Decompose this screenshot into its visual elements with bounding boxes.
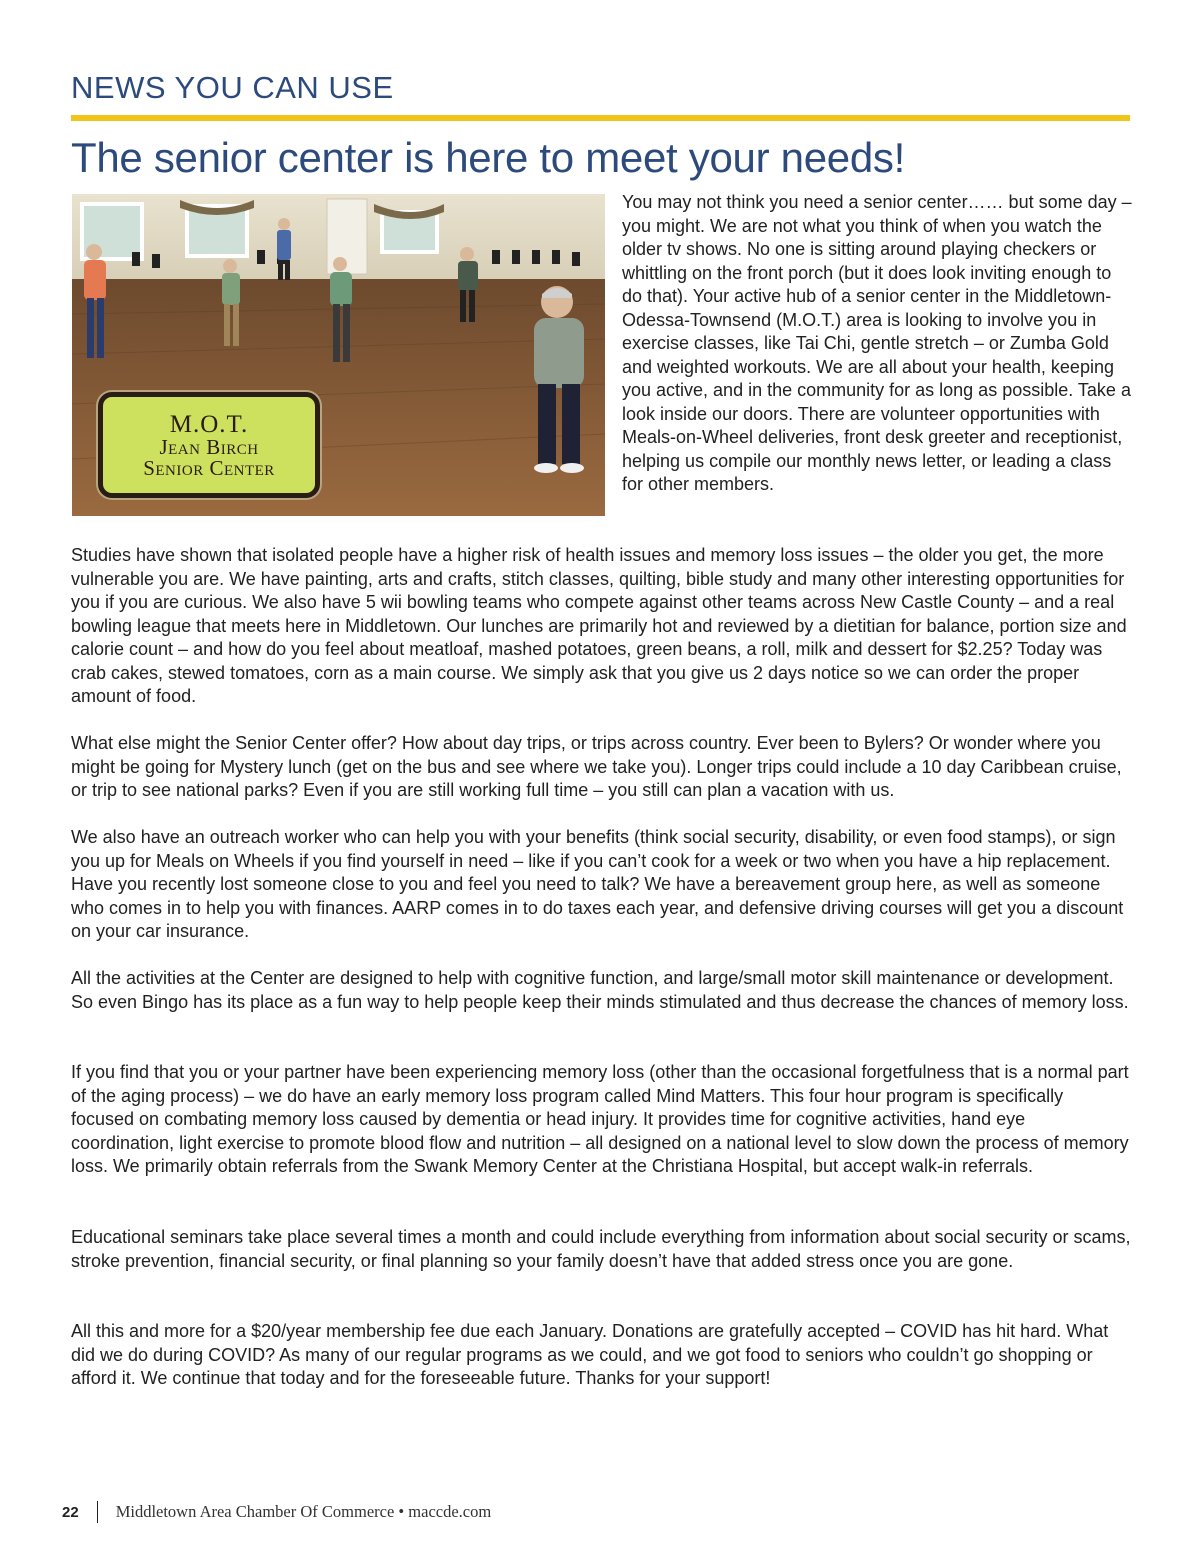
page-number: 22: [62, 1503, 79, 1521]
body-paragraph: We also have an outreach worker who can help you with your benefits (think social security, disability, or even food stamps), or sign you up for Meals on Wheels if you find yourself in need – like if you can’t cook for a week or two when you have a hip replacement. Have you recently lost someone close to you and feel you need to talk? We have a bereavement group here, as well as someone who comes in to help you with finances. AARP comes in to do taxes each year, and defensive driving courses will get you a discount on your car insurance.: [71, 827, 1124, 941]
page-footer: [62, 1500, 491, 1524]
body-paragraph: If you find that you or your partner have been experiencing memory loss (other than the occasional forgetfulness that is a normal part of the aging process) – we do have an early memory loss program called Mind Matters. This four hour program is specifically focused on combating memory loss caused by dementia or head injury. It provides time for cognitive activities, hand eye coordination, light exercise to promote blood flow and nutrition – all designed on a national level to slow down the process of memory loss. We primarily obtain referrals from the Swank Memory Center at the Christiana Hospital, but accept walk-in referrals.: [71, 1062, 1129, 1176]
sign-line-1: M.O.T.: [169, 410, 249, 438]
body-paragraph: Studies have shown that isolated people have a higher risk of health issues and memory loss issues – the older you get, the more vulnerable you are. We have painting, arts and crafts, stitch classes, quilting, bible study and many other interesting opportunities for you if you are curious. We also have 5 wii bowling teams who compete against other teams across New Castle County – and a real bowling league that meets here in Middletown. Our lunches are primarily hot and reviewed by a dietitian for balance, portion size and calorie count – and how do you feel about meatloaf, mashed potatoes, green beans, a roll, milk and dessert for $2.25? Today was crab cakes, stewed tomatoes, corn as a main course. We simply ask that you give us 2 days notice so we can order the proper amount of food.: [71, 545, 1127, 706]
section-label: NEWS YOU CAN USE: [71, 70, 394, 105]
senior-center-photo: [72, 194, 605, 516]
sign-line-2: Jean Birch: [159, 434, 259, 459]
body-paragraph: All this and more for a $20/year membership fee due each January. Donations are gratefully accepted – COVID has hit hard. What did we do during COVID? As many of our regular programs as we could, and we got food to seniors who couldn’t go shopping or afford it. We continue that today and for the foreseeable future. Thanks for your support!: [71, 1321, 1109, 1388]
footer-divider: [97, 1501, 98, 1523]
body-paragraph: Educational seminars take place several times a month and could include everything from information about social security or scams, stroke prevention, financial security, or final planning so your family doesn’t have that added stress once you are gone.: [71, 1227, 1131, 1271]
body-paragraph: All the activities at the Center are designed to help with cognitive function, and large/small motor skill maintenance or development. So even Bingo has its place as a fun way to help people keep their minds stimulated and thus decrease the chances of memory loss.: [71, 968, 1129, 1012]
publication-credit: Middletown Area Chamber Of Commerce • maccde.com: [115, 1502, 492, 1521]
sign-line-3: Senior Center: [143, 455, 275, 480]
article-headline: The senior center is here to meet your needs!: [71, 134, 905, 181]
mot-senior-center-sign: [98, 392, 320, 498]
intro-paragraph: You may not think you need a senior center…… but some day – you might. We are not what you think of when you watch the older tv shows. No one is sitting around playing checkers or whittling on the front porch (but it does look inviting enough to do that). Your active hub of a senior center in the Middletown- Odessa-Townsend (M.O.T.) area is looking to involve you in exercise classes, like Tai Chi, gentle stretch – or Zumba Gold and weighted workouts. We are all about your health, keeping you active, and in the community for as long as possible. Take a look inside our doors. There are volunteer opportunities with Meals-on-Wheel deliveries, front desk greeter and receptionist, helping us compile our monthly news letter, or leading a class for other members.: [622, 192, 1132, 494]
body-paragraph: What else might the Senior Center offer? How about day trips, or trips across country. Ever been to Bylers? Or wonder where you might be going for Mystery lunch (get on the bus and see where we take you). Longer trips could include a 10 day Caribbean cruise, or trip to see national parks? Even if you are still working full time – you still can plan a vacation with us.: [71, 733, 1122, 800]
section-rule: [71, 115, 1130, 121]
